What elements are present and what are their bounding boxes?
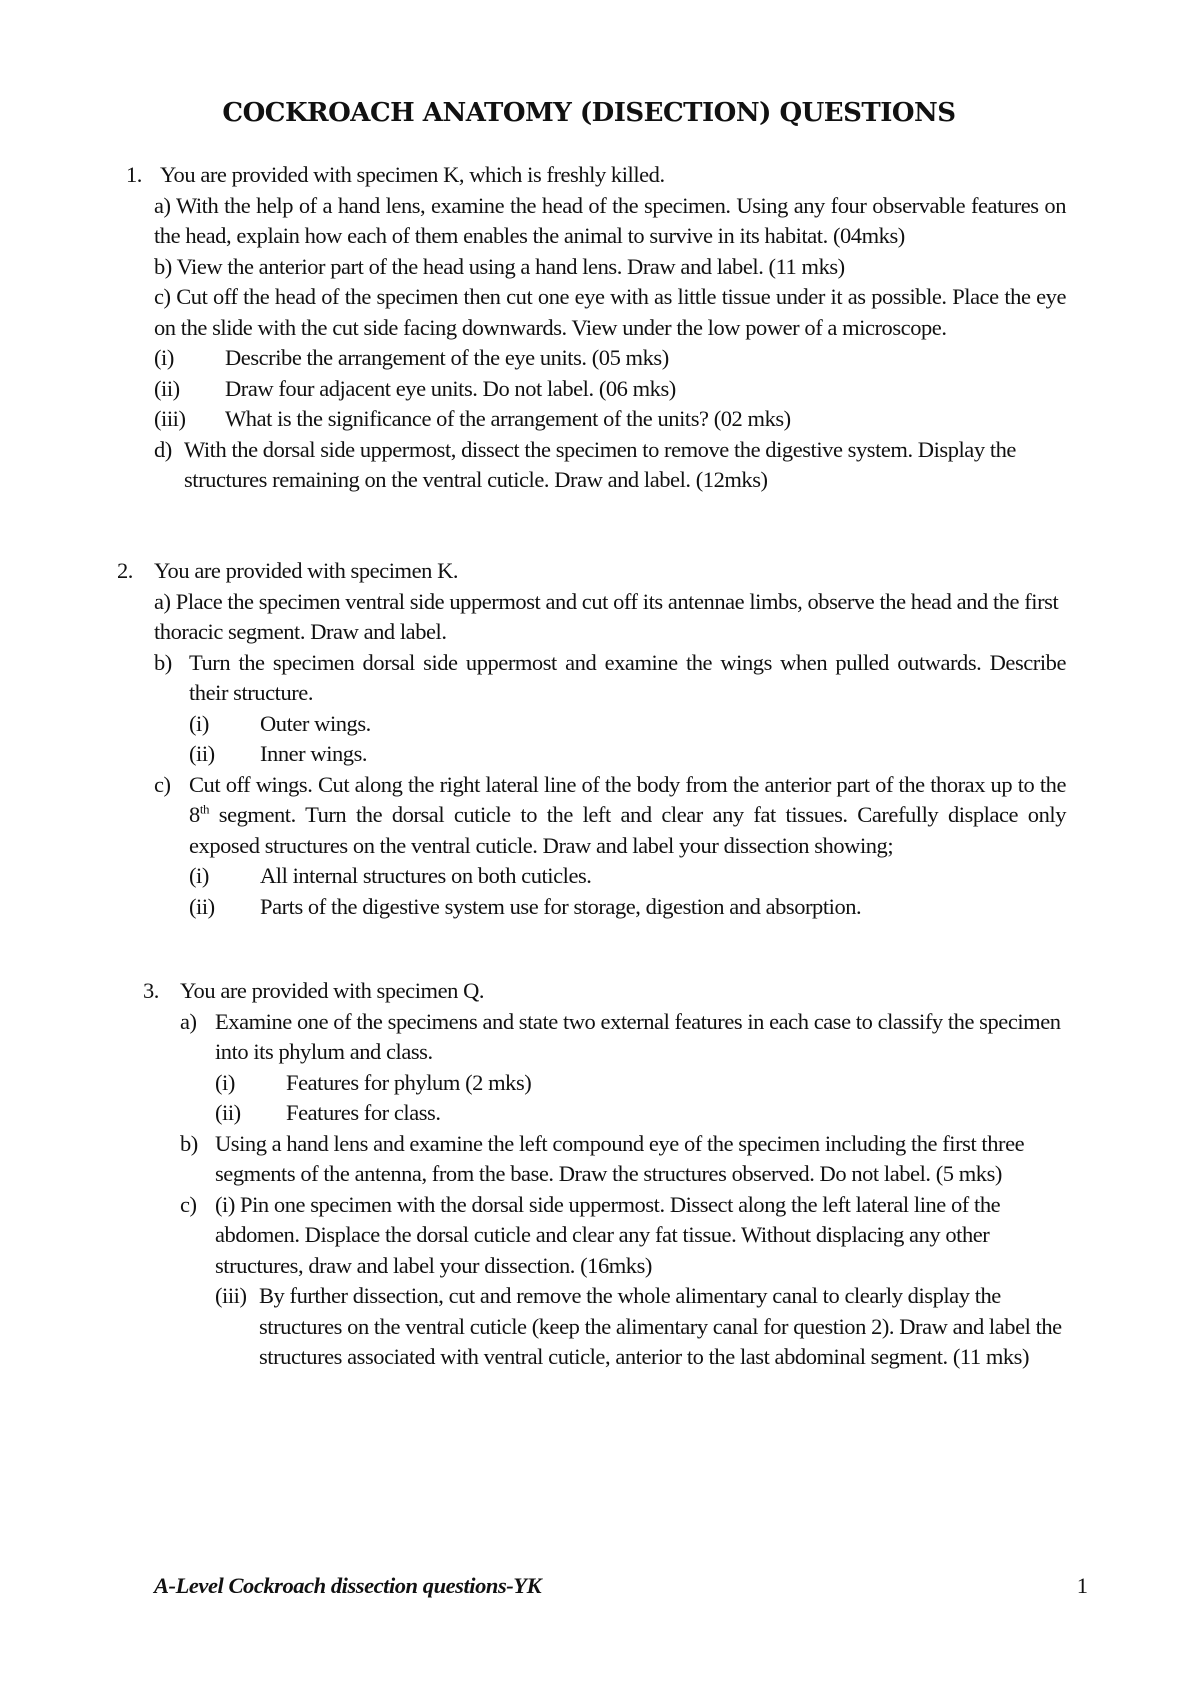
part-text: Using a hand lens and examine the left compound eye of the specimen including the first three segments of the antenna, from the base. Draw the structures observed. Do not label. (5 mks)	[215, 1130, 1025, 1186]
question-1-part-d	[154, 435, 1066, 496]
part-label: c)	[180, 1191, 197, 1217]
subpart-label: (i)	[189, 863, 209, 888]
question-1-intro-row	[126, 160, 1066, 191]
subpart-text: Features for class.	[286, 1100, 441, 1125]
question-3-intro-row	[143, 976, 1066, 1007]
page-title: COCKROACH ANATOMY (DISECTION) QUESTIONS	[222, 98, 956, 128]
question-1-part-b: b) View the anterior part of the head using a hand lens. Draw and label. (11 mks)	[154, 253, 845, 279]
subpart-label: (ii)	[154, 375, 180, 401]
part-label: c)	[154, 771, 171, 797]
question-2-part-c-i	[154, 861, 1066, 892]
question-2-part-c	[154, 770, 1066, 862]
subpart-label: (ii)	[189, 741, 215, 766]
subpart-label: (i)	[215, 1069, 235, 1095]
part-text-start: Cut off wings. Cut along the right lateral line of the body from the anterior part of the thorax up to the 8	[189, 771, 1066, 827]
question-1-parts	[126, 191, 1066, 496]
question-1	[126, 160, 1066, 496]
question-2-part-a: a) Place the specimen ventral side uppermost and cut off its antennae limbs, observe the head and the first thoracic segment. Draw and label.	[154, 588, 1059, 644]
part-text-end: segment. Turn the dorsal cuticle to the left and clear any fat tissues. Carefully displace only exposed structures on the ventral cuticle. Draw and label your dissection showing;	[189, 802, 1066, 858]
question-1-part-c: c) Cut off the head of the specimen then cut one eye with as little tissue under it as possible. Place the eye on the slide with the cut side facing downwards. View under the low power of a microscope.	[154, 284, 1066, 340]
question-2-intro-row	[117, 556, 1066, 587]
question-3-parts	[143, 1007, 1066, 1373]
part-text	[189, 770, 1066, 862]
question-2-part-b-i	[154, 709, 1066, 740]
subpart-text: Describe the arrangement of the eye units. (05 mks)	[225, 345, 669, 370]
question-1-part-c-ii	[154, 374, 1066, 405]
part-label: a)	[180, 1008, 197, 1034]
question-2-part-b	[154, 648, 1066, 709]
question-3-part-a-i	[180, 1068, 1066, 1099]
part-label: d)	[154, 436, 172, 462]
question-2-parts	[117, 587, 1066, 923]
footer-title: A-Level Cockroach dissection questions-YK	[154, 1573, 542, 1598]
question-number: 2.	[117, 558, 133, 583]
part-text: (i) Pin one specimen with the dorsal side uppermost. Dissect along the left lateral line of the abdomen. Displace the dorsal cuticle and clear any fat tissue. Without displacing any other structures, draw and label your dissection. (16mks)	[215, 1191, 1001, 1278]
part-label: b)	[154, 649, 172, 675]
question-2-part-c-ii	[154, 892, 1066, 923]
question-1-part-c-iii	[154, 404, 1066, 435]
question-3-part-c	[180, 1190, 1066, 1282]
subpart-label: (iii)	[215, 1283, 247, 1308]
part-text: Examine one of the specimens and state two external features in each case to classify the specimen into its phylum and class.	[215, 1008, 1061, 1064]
page-number: 1	[1076, 1573, 1088, 1598]
question-3-part-c-iii	[180, 1281, 1066, 1373]
question-2	[117, 556, 1066, 922]
question-number: 1.	[126, 162, 142, 187]
subpart-text: Features for phylum (2 mks)	[286, 1069, 532, 1095]
question-3-part-b	[180, 1129, 1066, 1190]
subpart-label: (ii)	[215, 1100, 241, 1125]
subpart-text: All internal structures on both cuticles.	[260, 863, 592, 888]
part-text: With the dorsal side uppermost, dissect the specimen to remove the digestive system. Display the structures remaining on the ventral cuticle. Draw and label. (12mks)	[184, 436, 1016, 492]
question-3-part-a-ii	[180, 1098, 1066, 1129]
subpart-label: (iii)	[154, 406, 186, 431]
question-1-intro: You are provided with specimen K, which is freshly killed.	[160, 162, 665, 187]
subpart-text: Outer wings.	[260, 710, 371, 736]
part-label: b)	[180, 1130, 198, 1156]
question-2-intro: You are provided with specimen K.	[154, 558, 459, 583]
subpart-text: Inner wings.	[260, 741, 368, 766]
subpart-text: By further dissection, cut and remove the whole alimentary canal to clearly display the structures on the ventral cuticle (keep the alimentary canal for question 2). Draw and label the structures associated with ventral cuticle, anterior to the last abdominal segment. (11 mks)	[259, 1283, 1062, 1369]
subpart-label: (i)	[189, 710, 209, 736]
subpart-label: (i)	[154, 345, 174, 370]
part-text: Turn the specimen dorsal side uppermost and examine the wings when pulled outwards. Describe their structure.	[189, 649, 1066, 705]
superscript: th	[199, 801, 210, 817]
question-3-intro: You are provided with specimen Q.	[180, 978, 485, 1003]
subpart-label: (ii)	[189, 893, 215, 919]
question-1-part-c-i	[154, 343, 1066, 374]
question-3	[143, 976, 1066, 1373]
question-3-part-a	[180, 1007, 1066, 1068]
subpart-text: Parts of the digestive system use for storage, digestion and absorption.	[260, 893, 862, 919]
question-1-part-a: a) With the help of a hand lens, examine the head of the specimen. Using any four observable features on the head, explain how each of them enables the animal to survive in its habitat. (04mks)	[154, 192, 1066, 248]
question-2-part-b-ii	[154, 739, 1066, 770]
question-number: 3.	[143, 978, 159, 1003]
subpart-text: Draw four adjacent eye units. Do not label. (06 mks)	[225, 375, 676, 401]
subpart-text: What is the significance of the arrangement of the units? (02 mks)	[225, 406, 791, 431]
